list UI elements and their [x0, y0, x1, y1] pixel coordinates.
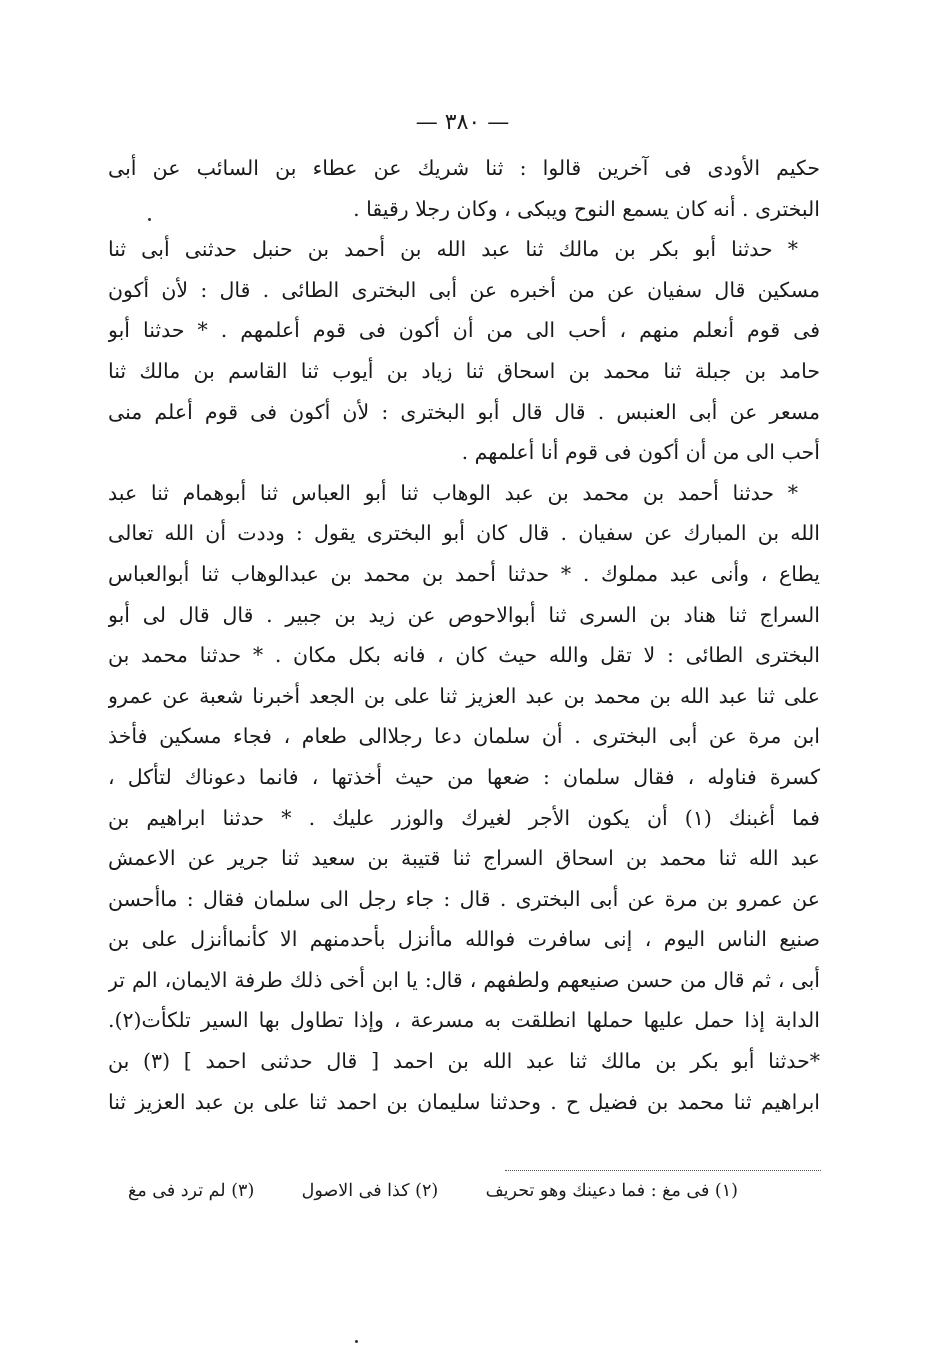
text-line: حامد بن جبلة ثنا محمد بن اسحاق ثنا زياد بن أيوب ثنا القاسم بن مالك ثنا	[108, 358, 820, 383]
text-line: عبد الله ثنا محمد بن اسحاق السراج ثنا قتيبة بن سعيد ثنا جرير عن الاعمش	[108, 846, 820, 871]
text-line: الدابة إذا حمل عليها حملها انطلقت به مسرعة ، وإذا تطاول بها السير تلكأت(٢).	[108, 1008, 820, 1033]
text-line: ابن مرة عن أبى البخترى . أن سلمان دعا رجلاالى طعام ، فجاء مسكين فأخذ	[108, 724, 820, 749]
print-speck	[355, 1340, 358, 1343]
footnote-2: (٢) كذا فى الاصول	[301, 1181, 439, 1201]
text-line: السراج ثنا هناد بن السرى ثنا أبوالاحوص عن زيد بن جبير . قال قال لى أبو	[108, 602, 820, 627]
text-line: حكيم الأودى فى آخرين قالوا : ثنا شريك عن عطاء بن السائب عن أبى	[108, 156, 820, 180]
print-speck	[148, 218, 151, 221]
text-line: *حدثنا أبو بكر بن مالك ثنا عبد الله بن احمد [ قال حدثنى احمد ] (٣) بن	[108, 1049, 820, 1074]
text-line: على ثنا عبد الله بن محمد بن عبد العزيز ثنا على بن الجعد أخبرنا شعبة عن عمرو	[108, 683, 820, 708]
footnote-separator	[505, 1170, 821, 1171]
text-line: الله بن المبارك عن سفيان . قال كان أبو البخترى يقول : وددت أن الله تعالى	[108, 521, 820, 546]
page-number: — ٣٨٠ —	[415, 110, 510, 135]
main-text	[108, 148, 820, 1122]
footnote-3: (٣) لم ترد فى مغ	[128, 1181, 255, 1201]
footnote-1: (١) فى مغ : فما دعينك وهو تحريف	[485, 1181, 738, 1201]
text-line: كسرة فناوله ، فقال سلمان : ضعها من حيث أخذتها ، فانما دعوناك لتأكل ،	[108, 764, 820, 789]
text-line: أحب الى من أن أكون فى قوم أنا أعلمهم .	[461, 440, 820, 465]
text-line: * حدثنا أحمد بن محمد بن عبد الوهاب ثنا أبو العباس ثنا أبوهمام ثنا عبد	[108, 480, 798, 505]
text-line: عن عمرو بن مرة عن أبى البخترى . قال : جاء رجل الى سلمان فقال : ماأحسن	[108, 886, 820, 911]
text-line: فى قوم أنعلم منهم ، أحب الى من أن أكون فى قوم أعلمهم . * حدثنا أبو	[108, 318, 820, 343]
text-line: صنيع الناس اليوم ، إنى سافرت فوالله ماأنزل بأحدمنهم الا كأنماأنزل على بن	[108, 927, 820, 952]
footnotes	[128, 1176, 738, 1206]
text-line: يطاع ، وأنى عبد مملوك . * حدثنا أحمد بن محمد بن عبدالوهاب ثنا أبوالعباس	[108, 561, 820, 586]
text-line: البخترى الطائى : لا تقل والله حيث كان ، فانه بكل مكان . * حدثنا محمد بن	[108, 643, 820, 668]
text-line: أبى ، ثم قال من حسن صنيعهم ولطفهم ، قال: يا ابن أخى ذلك طرفة الايمان، الم تر	[108, 967, 820, 992]
text-line: مسعر عن أبى العنبس . قال قال أبو البخترى : لأن أكون فى قوم أعلم منى	[108, 399, 820, 424]
text-line: * حدثنا أبو بكر بن مالك ثنا عبد الله بن أحمد بن حنبل حدثنى أبى ثنا	[108, 237, 798, 262]
text-line: فما أغبنك (١) أن يكون الأجر لغيرك والوزر عليك . * حدثنا ابراهيم بن	[108, 805, 820, 830]
text-line: ابراهيم ثنا محمد بن فضيل ح . وحدثنا سليمان بن احمد ثنا على بن عبد العزيز ثنا	[108, 1089, 820, 1114]
text-line: مسكين قال سفيان عن من أخبره عن أبى البخترى الطائى . قال : لأن أكون	[108, 277, 820, 302]
text-line: البخترى . أنه كان يسمع النوح ويبكى ، وكان رجلا رقيقا .	[353, 196, 820, 221]
